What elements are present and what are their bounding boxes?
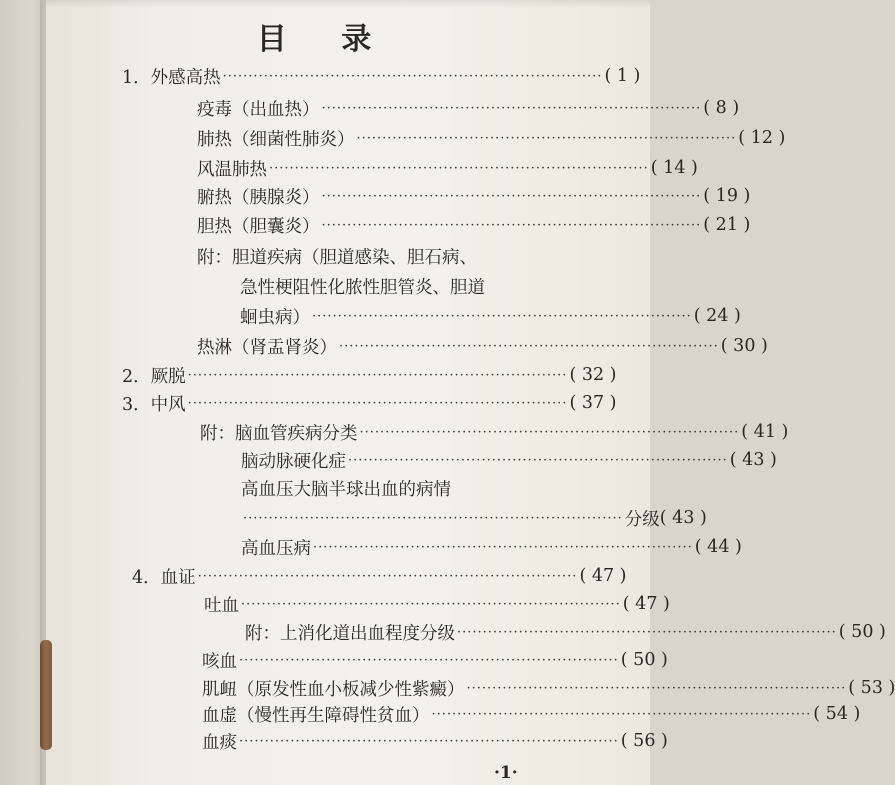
toc-entry-label: 3．中风 [122,394,186,415]
toc-entry [241,533,742,561]
leader-dots: ·········································································· [339,338,719,354]
toc-entry-page: ( 47 ) [622,594,670,614]
toc-entry [241,446,777,474]
toc-entry-page: ( 47 ) [579,566,627,586]
toc-entry-label: 附：胆道疾病（胆道感染、胆石病、 [197,247,477,268]
toc-entry-continued [240,272,485,300]
leader-dots: ·········································································· [348,452,728,468]
toc-entry-label: 血虚（慢性再生障碍性贫血） [202,705,430,726]
toc-entry-label: 4．血证 [132,567,196,588]
leader-dots: ·········································································· [321,188,702,204]
toc-entry-page: ( 54 ) [813,704,861,724]
toc-entry [240,302,741,330]
toc-entry [197,211,751,239]
toc-entry-label: 血痰 [202,732,237,753]
leader-dots: ·········································································· [269,160,649,176]
toc-entry [202,700,861,728]
toc-entry-page: ( 24 ) [693,306,741,326]
toc-entry-label: 风温肺热 [197,159,267,180]
toc-entry [132,562,627,590]
leader-dots: ·········································································· [222,68,603,84]
toc-entry-label: 高血压大脑半球出血的病情 [241,479,451,500]
toc-entry [197,332,768,360]
toc-entry-continued [241,474,451,502]
staple-mark [40,640,52,750]
toc-entry [204,590,670,618]
page-top-shadow [46,0,650,8]
toc-entry [202,727,668,755]
toc-entry [202,646,668,674]
toc-entry-page: ( 43 ) [729,450,777,470]
toc-entry-page: ( 19 ) [703,186,751,206]
toc-entry [122,389,617,417]
leader-dots: ·········································································· [239,652,619,668]
leader-dots: ·········································································· [241,596,621,612]
toc-entry-label: 高血压病 [241,538,311,559]
leader-dots: ·········································································· [313,539,693,555]
leader-dots: ·········································································· [187,395,568,411]
toc-entry-label: 肌衄（原发性血小板减少性紫癜） [202,679,465,700]
toc-entry [197,124,786,152]
leader-dots: ·········································································· [321,100,702,116]
page-number: ·1· [494,763,518,783]
leader-dots: ·········································································· [197,568,578,584]
toc-entry-page: ( 14 ) [650,158,698,178]
toc-entry-continued [197,242,477,270]
page-title: 目 录 [256,22,394,57]
toc-entry-page: ( 53 ) [848,678,895,698]
toc-entry-page: ( 21 ) [703,215,751,235]
toc-entry-page: ( 12 ) [738,128,786,148]
toc-entry [197,154,698,182]
toc-entry [122,361,617,389]
toc-entry-label: 2．厥脱 [122,366,186,387]
toc-entry-page: ( 32 ) [569,365,617,385]
toc-entry-label: 肺热（细菌性肺炎） [197,129,355,150]
toc-entry-label: 疫毒（出血热） [197,99,320,120]
leader-dots: ·········································································· [457,624,837,640]
leader-dots: ·········································································· [312,308,692,324]
leader-dots: ·········································································· [356,130,737,146]
toc-entry [245,618,886,646]
leader-dots: ·········································································· [187,367,568,383]
toc-entry-label: 热淋（肾盂肾炎） [197,337,337,358]
leader-dots: ·········································································· [321,217,702,233]
toc-entry-page: ( 41 ) [741,422,789,442]
toc-entry [197,94,740,122]
toc-entry-page: ( 50 ) [620,650,668,670]
leader-dots: ·········································································· [359,424,740,440]
leader-dots: ·········································································· [466,680,847,696]
leader-dots: ·········································································· [431,706,812,722]
toc-entry-label: 脑动脉硬化症 [241,451,346,472]
toc-entry-suffix: 分级 [624,509,660,530]
toc-entry-page: ( 44 ) [694,537,742,557]
toc-entry-label: 胆热（胆囊炎） [197,216,320,237]
toc-entry [202,674,895,702]
toc-entry-label: 腑热（胰腺炎） [197,187,320,208]
toc-entry [241,504,707,532]
leader-dots: ·········································································· [243,510,623,526]
toc-entry [197,182,751,210]
leader-dots: ·········································································· [239,733,619,749]
toc-entry-label: 咳血 [202,651,237,672]
toc-entry-page: ( 1 ) [604,66,641,86]
toc-entry-page: ( 56 ) [620,731,668,751]
toc-entry-page: ( 8 ) [703,98,740,118]
toc-entry-label: 附：脑血管疾病分类 [200,423,358,444]
toc-entry-page: ( 43 ) [659,508,707,528]
toc-entry-page: ( 30 ) [720,336,768,356]
toc-entry-page: ( 37 ) [569,393,617,413]
toc-entry-label: 急性梗阻性化脓性胆管炎、胆道 [240,277,485,298]
toc-entry [122,62,641,90]
toc-entry-label: 蛔虫病） [240,307,310,328]
toc-entry-label: 附：上消化道出血程度分级 [245,623,455,644]
toc-entry-label: 吐血 [204,595,239,616]
toc-entry-page: ( 50 ) [838,622,886,642]
toc-entry-label: 1．外感高热 [122,67,221,88]
toc-entry [200,418,789,446]
